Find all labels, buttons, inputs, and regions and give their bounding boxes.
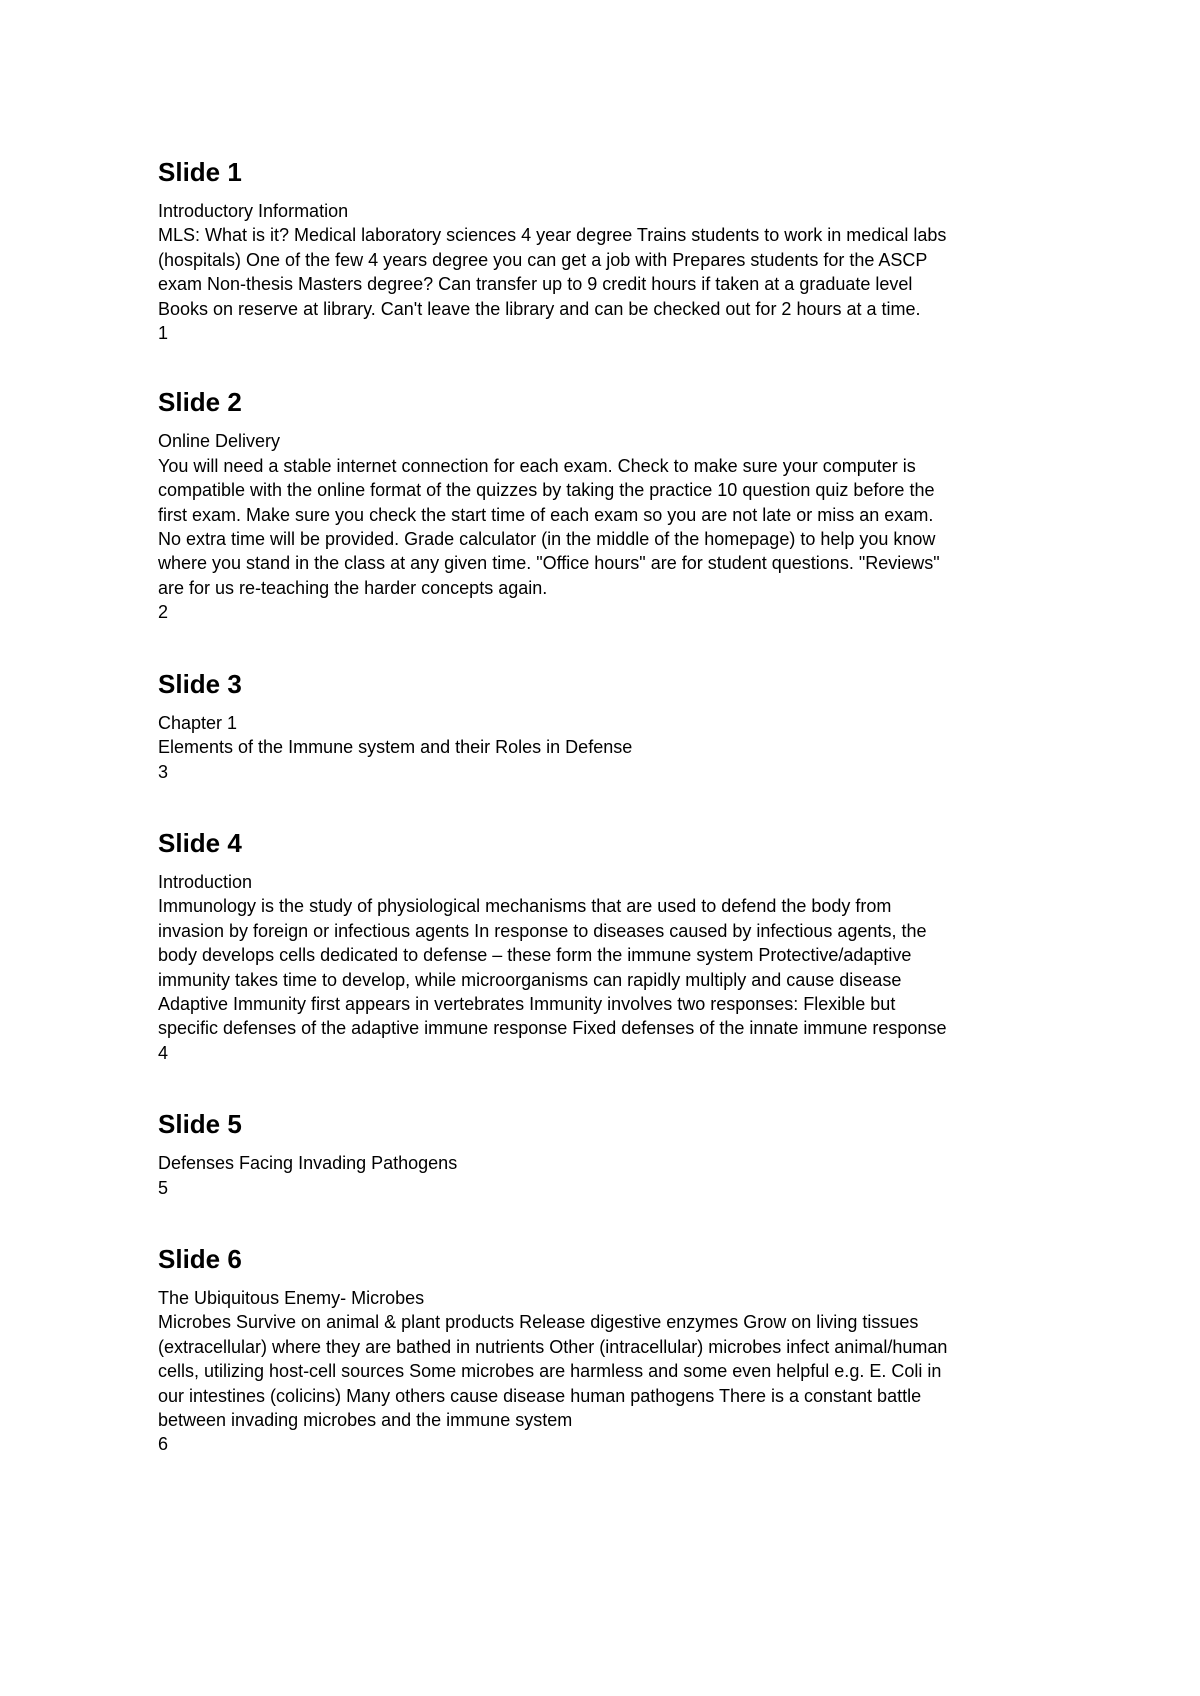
slide-number: 3: [158, 761, 169, 782]
slide-title: Slide 5: [158, 1109, 242, 1140]
slide-section: [158, 667, 1058, 784]
slide-section: [158, 1242, 1058, 1457]
slide-number: 2: [158, 602, 169, 623]
slide-title: Slide 6: [158, 1243, 242, 1274]
slide-number: 1: [158, 323, 169, 344]
slide-number: 4: [158, 1042, 169, 1063]
slide-body: Elements of the Immune system and their Roles in Defense: [158, 737, 633, 758]
document-page: [158, 155, 1058, 1457]
slide-section: [158, 1107, 1058, 1200]
slide-section: [158, 385, 1058, 624]
slide-title: Slide 4: [158, 827, 242, 858]
slide-subtitle: Online Delivery: [158, 431, 281, 452]
slide-title: Slide 2: [158, 387, 242, 418]
slide-subtitle: Introductory Information: [158, 201, 349, 221]
slide-body: You will need a stable internet connection for each exam. Check to make sure your computer is compatible with the online format of the quizzes by taking the practice 10 question quiz before the first exam. Make sure you check the start time of each exam so you are not late or miss an exam. No extra time will be provided. Grade calculator (in the middle of the homepage) to help you know where you stand in the class at any given time. "Office hours" are for student questions. "Reviews" are for us re-teaching the harder concepts again.: [158, 455, 940, 598]
slide-subtitle: Introduction: [158, 871, 253, 892]
slide-number: 6: [158, 1434, 169, 1455]
slide-title: Slide 3: [158, 668, 242, 699]
slide-section: [158, 155, 1058, 345]
slide-body: Microbes Survive on animal & plant products Release digestive enzymes Grow on living tissues (extracellular) where they are bathed in nutrients Other (intracellular) microbes infect animal/human cells, utilizing host-cell sources Some microbes are harmless and some even helpful e.g. E. Coli in our intestines (colicins) Many others cause disease human pathogens There is a constant battle between invading microbes and the immune system: [158, 1312, 948, 1430]
slide-subtitle: Defenses Facing Invading Pathogens: [158, 1153, 458, 1174]
slide-number: 5: [158, 1177, 169, 1198]
slide-subtitle: The Ubiquitous Enemy- Microbes: [158, 1287, 425, 1308]
slide-body: Immunology is the study of physiological mechanisms that are used to defend the body from invasion by foreign or infectious agents In response to diseases caused by infectious agents, the body develops cells dedicated to defense – these form the immune system Protective/adaptive immunity takes time to develop, while microorganisms can rapidly multiply and cause disease Adaptive Immunity first appears in vertebrates Immunity involves two responses: Flexible but specific defenses of the adaptive immune response Fixed defenses of the innate immune response: [158, 896, 947, 1039]
slide-body: MLS: What is it? Medical laboratory sciences 4 year degree Trains students to work in medical labs (hospitals) One of the few 4 years degree you can get a job with Prepares students for the ASCP exam Non-thesis Masters degree? Can transfer up to 9 credit hours if taken at a graduate level Books on reserve at library. Can't leave the library and can be checked out for 2 hours at a time.: [158, 225, 947, 319]
slide-title: Slide 1: [158, 157, 242, 187]
slide-subtitle: Chapter 1: [158, 712, 238, 733]
slide-section: [158, 826, 1058, 1065]
